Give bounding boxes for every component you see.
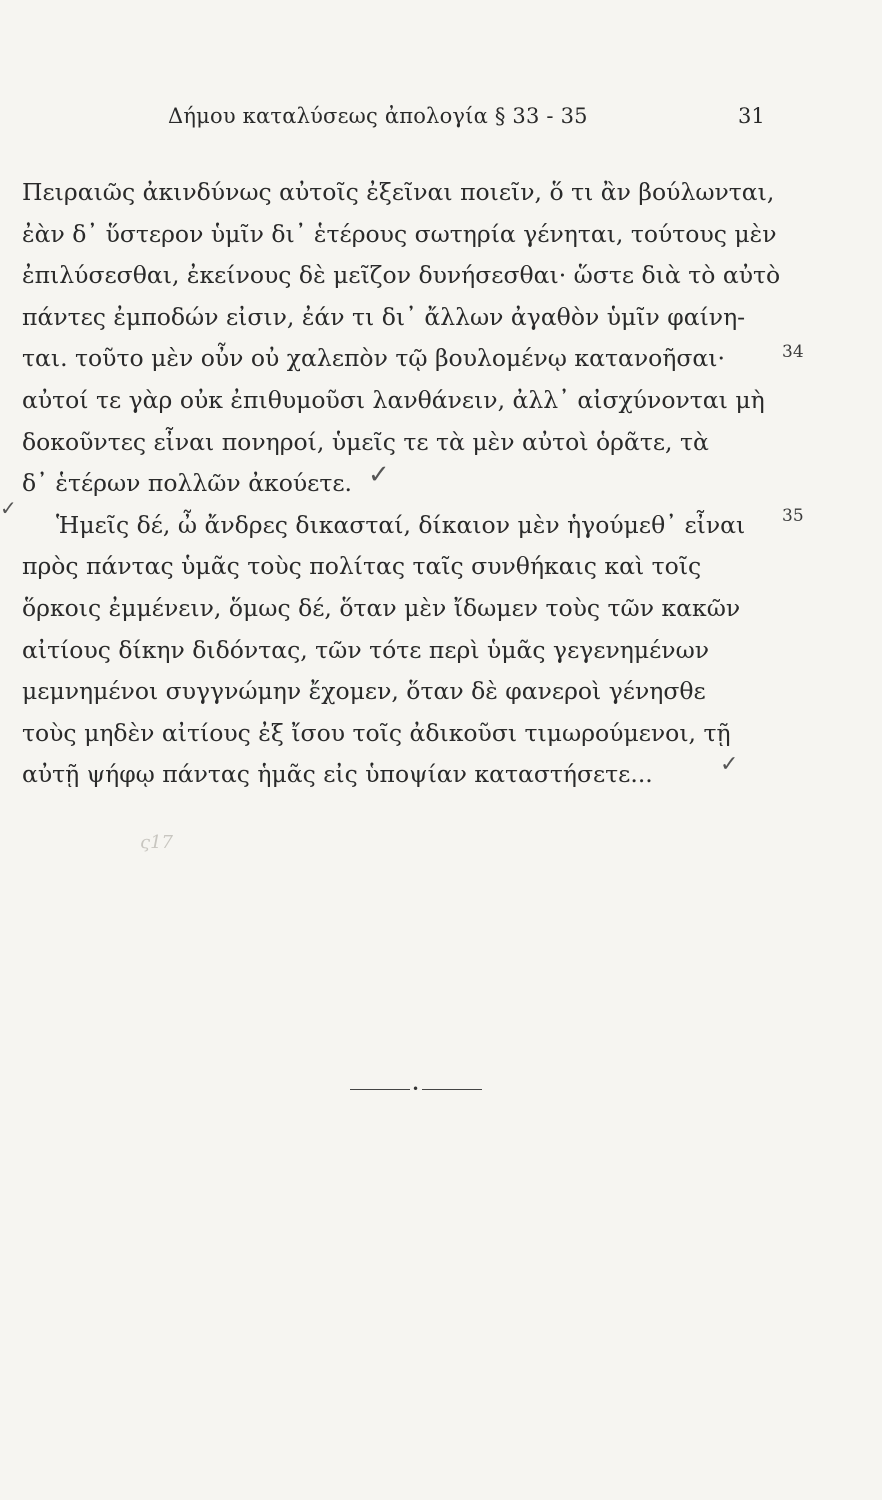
check-mark-icon: ✓ (368, 460, 390, 490)
text-line: Ἡμεῖς δέ, ὦ ἄνδρες δικασταί, δίκαιον μὲν ἡγούμεθ᾽ εἶναι (56, 510, 746, 539)
text-line: Πειραιῶς ἀκινδύνως αὐτοῖς ἐξεῖναι ποιεῖν, ὅ τι ἂν βούλωνται, (22, 178, 775, 206)
page-number: 31 (738, 104, 765, 128)
divider-line (422, 1089, 482, 1090)
text-line: δοκοῦντες εἶναι πονηροί, ὑμεῖς τε τὰ μὲν αὐτοὶ ὁρᾶτε, τὰ (22, 427, 709, 456)
pencil-note: ς17 (140, 832, 173, 853)
text-line: αἰτίους δίκην διδόντας, τῶν τότε περὶ ὑμᾶς γεγενημένων (22, 635, 710, 664)
text-line: ἐπιλύσεσθαι, ἐκείνους δὲ μεῖζον δυνήσεσθαι· ὥστε διὰ τὸ αὐτὸ (22, 261, 781, 290)
body-text (22, 172, 792, 796)
text-line: ται. τοῦτο μὲν οὖν οὐ χαλεπὸν τῷ βουλομένῳ κατανοῆσαι· (22, 344, 725, 373)
text-line: αὐτοί τε γὰρ οὐκ ἐπιθυμοῦσι λανθάνειν, ἀλλ᾽ αἰσχύνονται μὴ (22, 385, 765, 414)
section-number: 35 (782, 506, 804, 526)
text-line: δ᾽ ἑτέρων πολλῶν ἀκούετε. (22, 469, 352, 498)
text-line: πάντες ἐμποδών εἰσιν, ἐάν τι δι᾽ ἄλλων ἀγαθὸν ὑμῖν φαίνη- (22, 302, 746, 331)
ornament-icon: • (412, 1082, 420, 1096)
divider-line (350, 1089, 410, 1090)
check-mark-icon: ✓ (720, 752, 739, 777)
text-line: ὅρκοις ἐμμένειν, ὅμως δέ, ὅταν μὲν ἴδωμεν τοὺς τῶν κακῶν (22, 593, 741, 622)
section-number: 34 (782, 342, 804, 362)
check-mark-icon: ✓ (0, 496, 17, 520)
text-line: τοὺς μηδὲν αἰτίους ἐξ ἴσου τοῖς ἀδικοῦσι τιμωρούμενοι, τῇ (22, 718, 731, 747)
running-title: Δήμου καταλύσεως ἀπολογία § 33 - 35 (168, 104, 588, 128)
running-head (0, 104, 882, 140)
text-line: μεμνημένοι συγγνώμην ἔχομεν, ὅταν δὲ φανεροὶ γένησθε (22, 677, 706, 706)
text-line: ἐὰν δ᾽ ὕστερον ὑμῖν δι᾽ ἑτέρους σωτηρία γένηται, τούτους μὲν (22, 219, 777, 248)
section-divider (350, 1082, 482, 1096)
text-line: πρὸς πάντας ὑμᾶς τοὺς πολίτας ταῖς συνθήκαις καὶ τοῖς (22, 552, 702, 581)
text-line: αὐτῇ ψήφῳ πάντας ἡμᾶς εἰς ὑποψίαν καταστήσετε... (22, 760, 653, 789)
